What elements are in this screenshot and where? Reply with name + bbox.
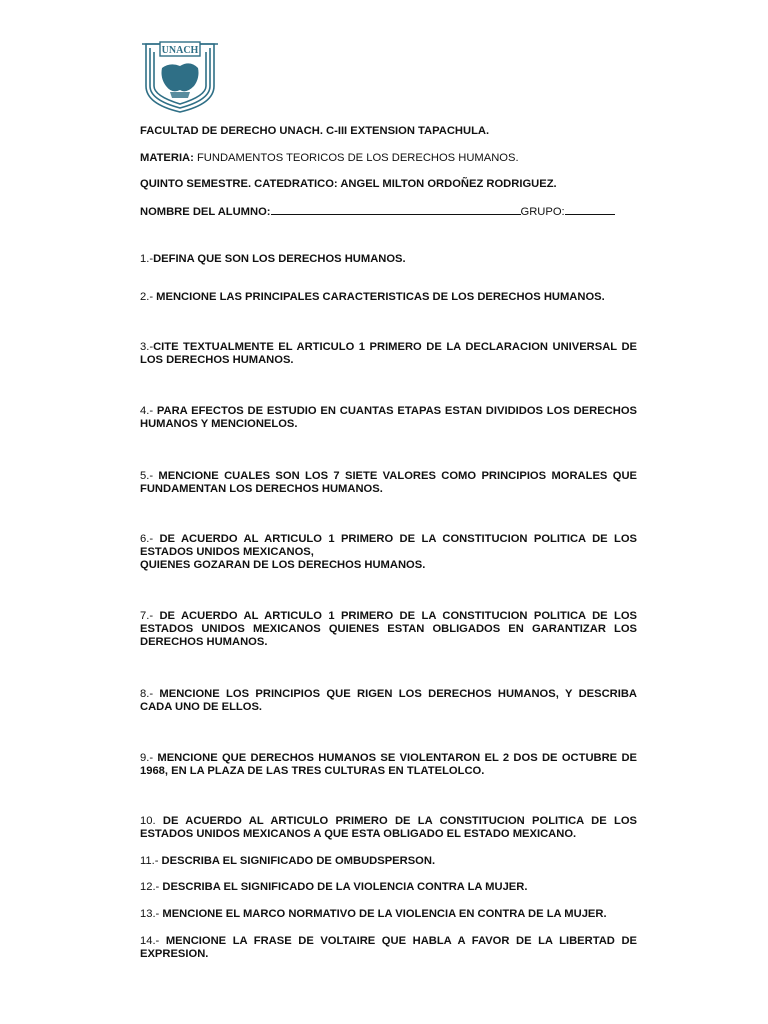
question-text: MENCIONE LOS PRINCIPIOS QUE RIGEN LOS DERECHOS HUMANOS, Y DESCRIBA CADA UNO DE ELLOS. bbox=[140, 688, 637, 713]
group-label: GRUPO: bbox=[520, 206, 565, 218]
question-text: CITE TEXTUALMENTE EL ARTICULO 1 PRIMERO DE LA DECLARACION UNIVERSAL DE LOS DERECHOS HUMANOS. bbox=[140, 341, 637, 366]
question-number: 13.- bbox=[140, 908, 160, 920]
question-6 bbox=[140, 533, 637, 572]
question-text: MENCIONE CUALES SON LOS 7 SIETE VALORES COMO PRINCIPIOS MORALES QUE FUNDAMENTAN LOS DERECHOS HUMANOS. bbox=[140, 470, 637, 495]
student-name-label: NOMBRE DEL ALUMNO: bbox=[140, 206, 271, 218]
question-number: 4.- bbox=[140, 405, 154, 417]
question-text: MENCIONE EL MARCO NORMATIVO DE LA VIOLENCIA EN CONTRA DE LA MUJER. bbox=[159, 908, 607, 920]
question-3 bbox=[140, 341, 637, 367]
question-13 bbox=[140, 908, 637, 921]
question-1 bbox=[140, 253, 637, 266]
question-text: MENCIONE LAS PRINCIPALES CARACTERISTICAS DE LOS DERECHOS HUMANOS. bbox=[153, 291, 605, 303]
student-name-blank[interactable] bbox=[271, 204, 521, 215]
materia-value: FUNDAMENTOS TEORICOS DE LOS DERECHOS HUMANOS. bbox=[193, 152, 519, 164]
question-number: 9.- bbox=[140, 752, 154, 764]
question-10 bbox=[140, 815, 637, 841]
question-number: 10. bbox=[140, 815, 156, 827]
question-5 bbox=[140, 470, 637, 496]
question-9 bbox=[140, 752, 637, 778]
question-text: DE ACUERDO AL ARTICULO PRIMERO DE LA CONSTITUCION POLITICA DE LOS ESTADOS UNIDOS MEXICANOS A QUE ESTA OBLIGADO EL ESTADO MEXICANO. bbox=[140, 815, 637, 840]
logo-text: UNACH bbox=[161, 45, 199, 56]
question-text: PARA EFECTOS DE ESTUDIO EN CUANTAS ETAPAS ESTAN DIVIDIDOS LOS DERECHOS HUMANOS Y MENCIONELOS. bbox=[140, 405, 637, 430]
question-14 bbox=[140, 935, 637, 961]
question-12 bbox=[140, 881, 637, 894]
question-number: 8.- bbox=[140, 688, 154, 700]
question-text: DEFINA QUE SON LOS DERECHOS HUMANOS. bbox=[153, 253, 406, 265]
question-number: 12.- bbox=[140, 881, 160, 893]
semester-teacher-line: QUINTO SEMESTRE. CATEDRATICO: ANGEL MILTON ORDOÑEZ RODRIGUEZ. bbox=[140, 178, 557, 190]
question-number: 7.- bbox=[140, 610, 154, 622]
question-text: DESCRIBA EL SIGNIFICADO DE OMBUDSPERSON. bbox=[158, 855, 436, 867]
question-text: MENCIONE LA FRASE DE VOLTAIRE QUE HABLA A FAVOR DE LA LIBERTAD DE EXPRESION. bbox=[140, 935, 637, 960]
student-name-line bbox=[140, 204, 615, 218]
question-number: 11.- bbox=[140, 855, 159, 867]
question-11 bbox=[140, 855, 637, 868]
question-number: 3.- bbox=[140, 341, 154, 353]
question-number: 14.- bbox=[140, 935, 160, 947]
faculty-line: FACULTAD DE DERECHO UNACH. C-III EXTENSION TAPACHULA. bbox=[140, 125, 490, 137]
question-text: DE ACUERDO AL ARTICULO 1 PRIMERO DE LA CONSTITUCION POLITICA DE LOS ESTADOS UNIDOS MEXICANOS QUIENES ESTAN OBLIGADOS EN GARANTIZAR LOS DERECHOS HUMANOS. bbox=[140, 610, 637, 648]
materia-label: MATERIA: bbox=[140, 152, 194, 164]
materia-line bbox=[140, 152, 519, 164]
question-text: DESCRIBA EL SIGNIFICADO DE LA VIOLENCIA CONTRA LA MUJER. bbox=[159, 881, 528, 893]
question-text: MENCIONE QUE DERECHOS HUMANOS SE VIOLENTARON EL 2 DOS DE OCTUBRE DE 1968, EN LA PLAZA DE LAS TRES CULTURAS EN TLATELOLCO. bbox=[140, 752, 637, 777]
question-number: 1.- bbox=[140, 253, 154, 265]
question-number: 2.- bbox=[140, 291, 154, 303]
question-2 bbox=[140, 291, 637, 304]
question-text: DE ACUERDO AL ARTICULO 1 PRIMERO DE LA CONSTITUCION POLITICA DE LOS ESTADOS UNIDOS MEXICANOS, QUIENES GOZARAN DE LOS DERECHOS HUMANOS. bbox=[140, 533, 637, 571]
question-4 bbox=[140, 405, 637, 431]
question-7 bbox=[140, 610, 637, 649]
group-blank[interactable] bbox=[565, 204, 615, 215]
question-8 bbox=[140, 688, 637, 714]
university-logo-icon bbox=[140, 38, 220, 114]
question-number: 6.- bbox=[140, 533, 154, 545]
question-number: 5.- bbox=[140, 470, 154, 482]
